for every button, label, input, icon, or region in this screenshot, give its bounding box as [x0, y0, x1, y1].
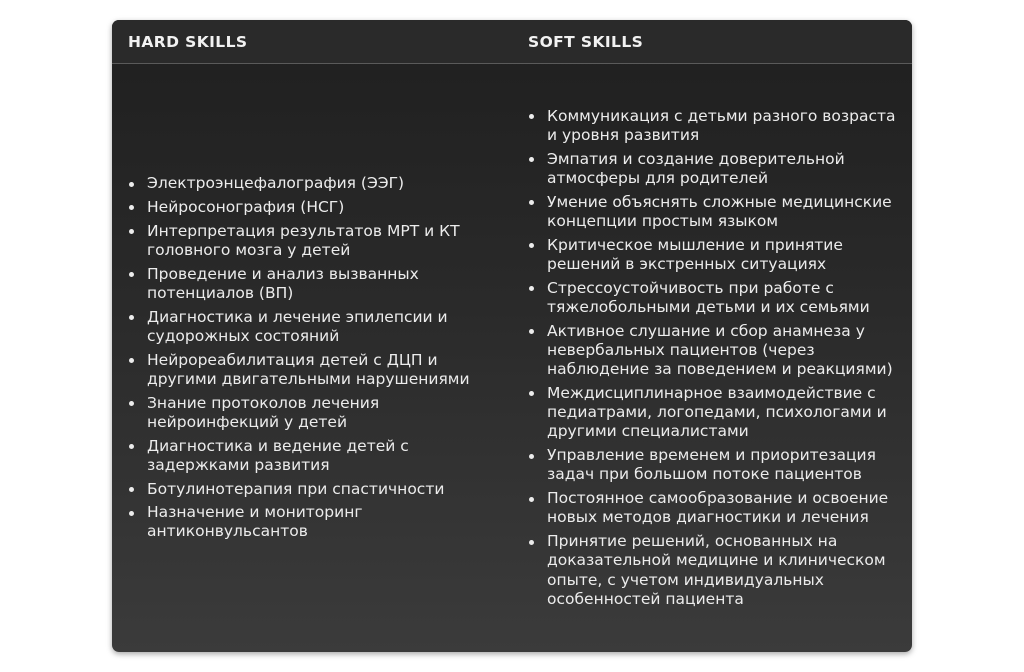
hard-skills-list: [112, 174, 512, 542]
hard-skills-header: HARD SKILLS: [128, 33, 248, 51]
table-header: [112, 20, 912, 64]
soft-skills-header: SOFT SKILLS: [528, 33, 644, 51]
soft-skill-item: Принятие решений, основанных на доказательной медицине и клиническом опыте, с учетом индивидуальных особенностей пациента: [512, 532, 912, 609]
soft-skill-item: Коммуникация с детьми разного возраста и уровня развития: [512, 107, 912, 146]
hard-skill-item: Интерпретация результатов МРТ и КТ головного мозга у детей: [112, 222, 512, 261]
soft-skills-column: [512, 64, 912, 652]
soft-skill-item: Критическое мышление и принятие решений в экстренных ситуациях: [512, 236, 912, 275]
hard-skill-item: Нейросонография (НСГ): [112, 198, 512, 217]
soft-skill-item: Активное слушание и сбор анамнеза у невербальных пациентов (через наблюдение за поведением и реакциями): [512, 322, 912, 380]
hard-skill-item: Нейрореабилитация детей с ДЦП и другими двигательными нарушениями: [112, 351, 512, 390]
hard-skills-column: [112, 64, 512, 652]
hard-skill-item: Проведение и анализ вызванных потенциалов (ВП): [112, 265, 512, 304]
soft-skill-item: Постоянное самообразование и освоение новых методов диагностики и лечения: [512, 489, 912, 528]
soft-skill-item: Эмпатия и создание доверительной атмосферы для родителей: [512, 150, 912, 189]
hard-skill-item: Ботулинотерапия при спастичности: [112, 480, 512, 499]
hard-skill-item: Электроэнцефалография (ЭЭГ): [112, 174, 512, 193]
soft-skill-item: Стрессоустойчивость при работе с тяжелобольными детьми и их семьями: [512, 279, 912, 318]
hard-skill-item: Назначение и мониторинг антиконвульсантов: [112, 503, 512, 542]
skills-table: [112, 20, 912, 652]
soft-skill-item: Управление временем и приоритезация задач при большом потоке пациентов: [512, 446, 912, 485]
hard-skill-item: Знание протоколов лечения нейроинфекций у детей: [112, 394, 512, 433]
hard-skill-item: Диагностика и лечение эпилепсии и судорожных состояний: [112, 308, 512, 347]
soft-skill-item: Междисциплинарное взаимодействие с педиатрами, логопедами, психологами и другими специалистами: [512, 384, 912, 442]
soft-skill-item: Умение объяснять сложные медицинские концепции простым языком: [512, 193, 912, 232]
soft-skills-list: [512, 107, 912, 610]
hard-skill-item: Диагностика и ведение детей с задержками развития: [112, 437, 512, 476]
